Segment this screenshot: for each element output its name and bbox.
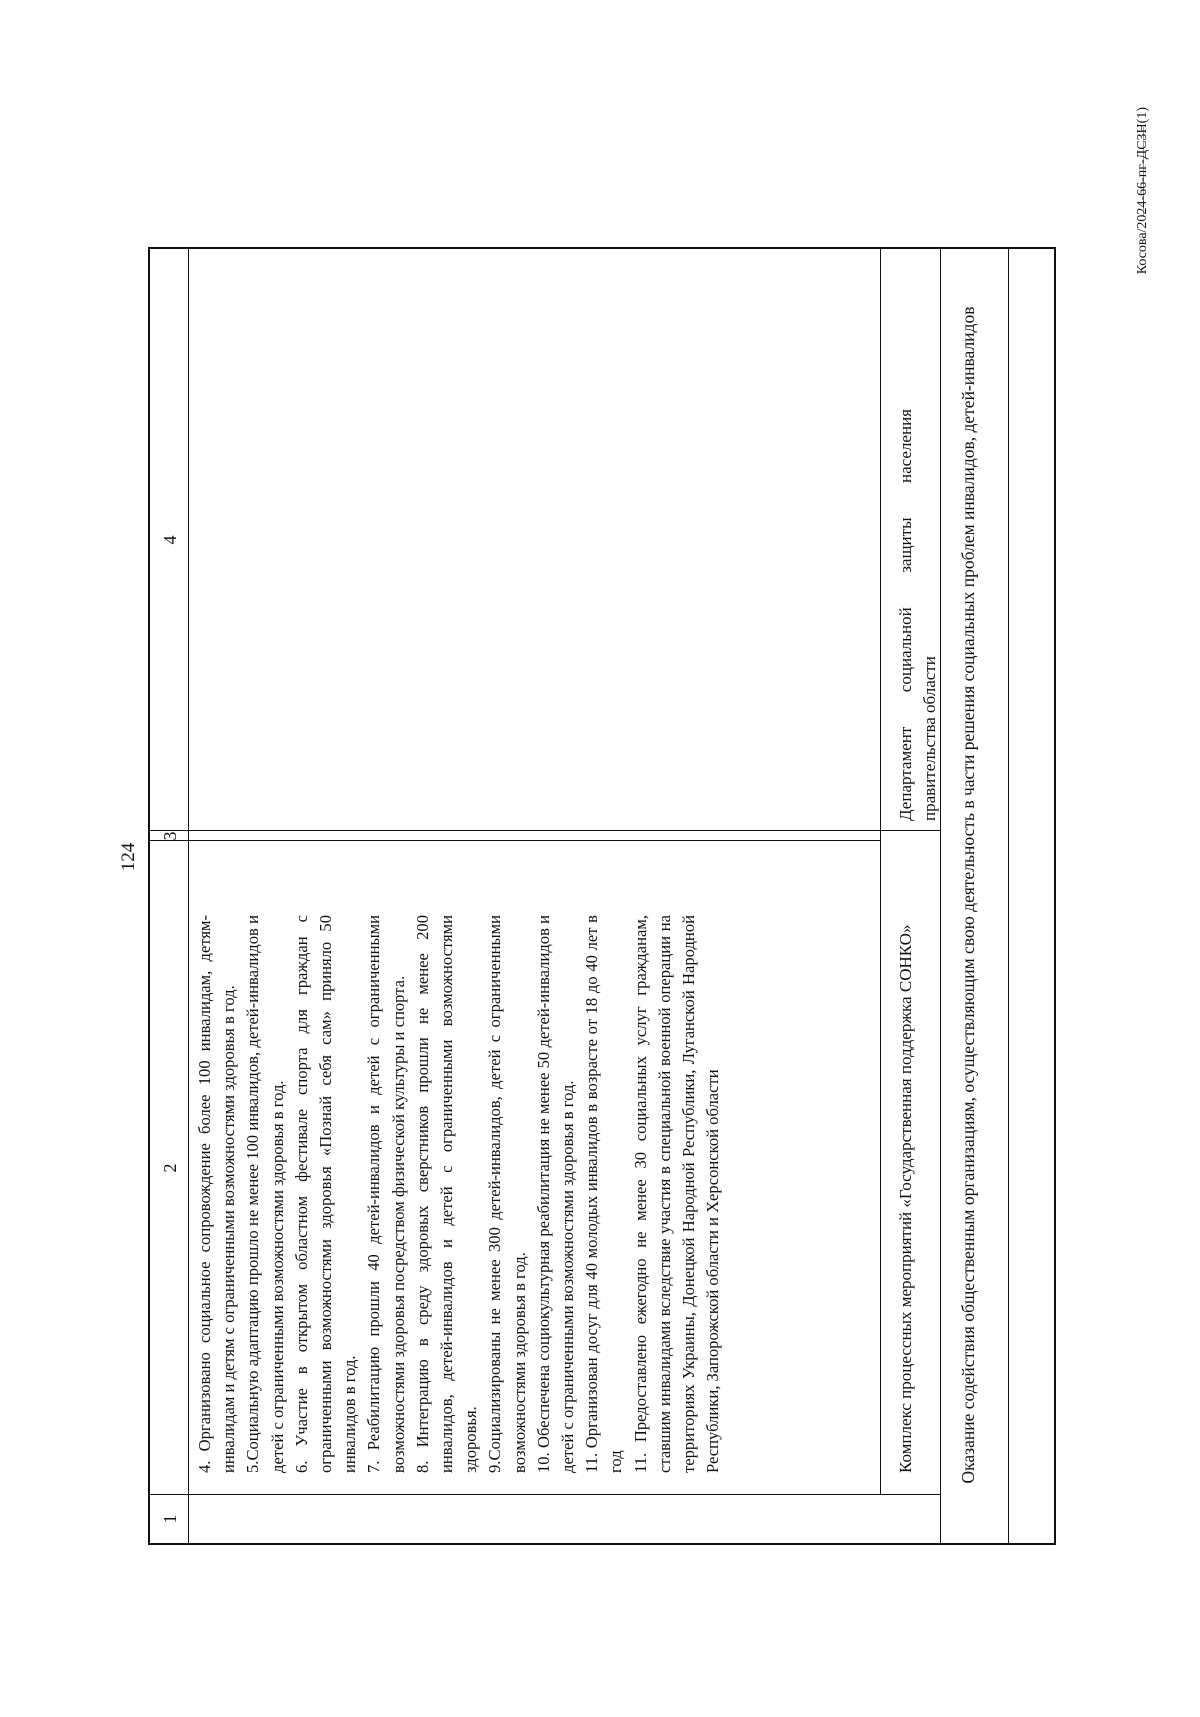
column-divider-1 — [150, 1494, 940, 1495]
column-header-1: 1 — [160, 1514, 180, 1524]
list-item: 5.Социальную адаптацию прошло не менее 100 инвалидов, детей-инвалидов и детей с ограниченными возможностями здоровья в год. — [243, 915, 287, 1473]
column-divider-3 — [150, 830, 940, 831]
list-item: 8. Интеграцию в среду здоровых сверстников прошли не менее 200 инвалидов, детей-инвалидов и детей с ограниченными возможностями здоровья. — [412, 915, 481, 1473]
column-header-3: 3 — [160, 831, 180, 841]
list-item: 6. Участие в открытом областном фестивале спорта для граждан с ограниченными возможностями здоровья «Познай себя сам» приняло 50 инвалидов в год. — [291, 915, 360, 1473]
page-number: 124 — [118, 842, 139, 872]
column-divider-2 — [150, 840, 880, 841]
responsible-department: Департамент социальной защиты населения правительства области — [896, 409, 939, 821]
complex-title: Комплекс процессных мероприятий «Государственная поддержка СОНКО» — [896, 924, 915, 1473]
list-item: 11. Организован досуг для 40 молодых инвалидов в возрасте от 18 до 40 лет в год — [582, 915, 626, 1473]
list-item: 9.Социализированы не менее 300 детей-инвалидов, детей с ограниченными возможностями здоровья в год. — [485, 915, 529, 1473]
document-code: Косова/2024-66-пг-ДСЗН(1) — [1135, 107, 1150, 275]
header-separator — [188, 249, 189, 1543]
list-item: 7. Реабилитацию прошли 40 детей-инвалидов и детей с ограниченными возможностями здоровья посредством физической культуры и спорта. — [364, 915, 408, 1473]
section-row-bottom-border — [1008, 249, 1009, 1543]
section-title: Оказание содействия общественным организациям, осуществляющим свою деятельность в части решения социальных проблем инвалидов, детей-инвалидов — [958, 306, 978, 1484]
column-header-4: 4 — [160, 535, 180, 545]
list-item: 10. Обеспечена социокультурная реабилитация не менее 50 детей-инвалидов и детей с ограниченными возможностями здоровья в год. — [533, 915, 578, 1473]
column-header-2: 2 — [160, 1163, 180, 1173]
list-item: 11. Предоставлено ежегодно не менее 30 социальных услуг гражданам, ставшим инвалидами вследствие участия в специальной военной операции на территориях Украины, Донецкой Народной Республики, Луганской Народной Республики, Запорожской области и Херсонской области — [630, 915, 723, 1473]
results-list — [193, 915, 725, 1473]
complex-row-top-border — [880, 249, 881, 1495]
program-table — [148, 247, 1056, 1545]
list-item: 4. Организовано социальное сопровождение более 100 инвалидам, детям-инвалидам и детям с ограниченными возможностями здоровья в год. — [195, 915, 239, 1473]
